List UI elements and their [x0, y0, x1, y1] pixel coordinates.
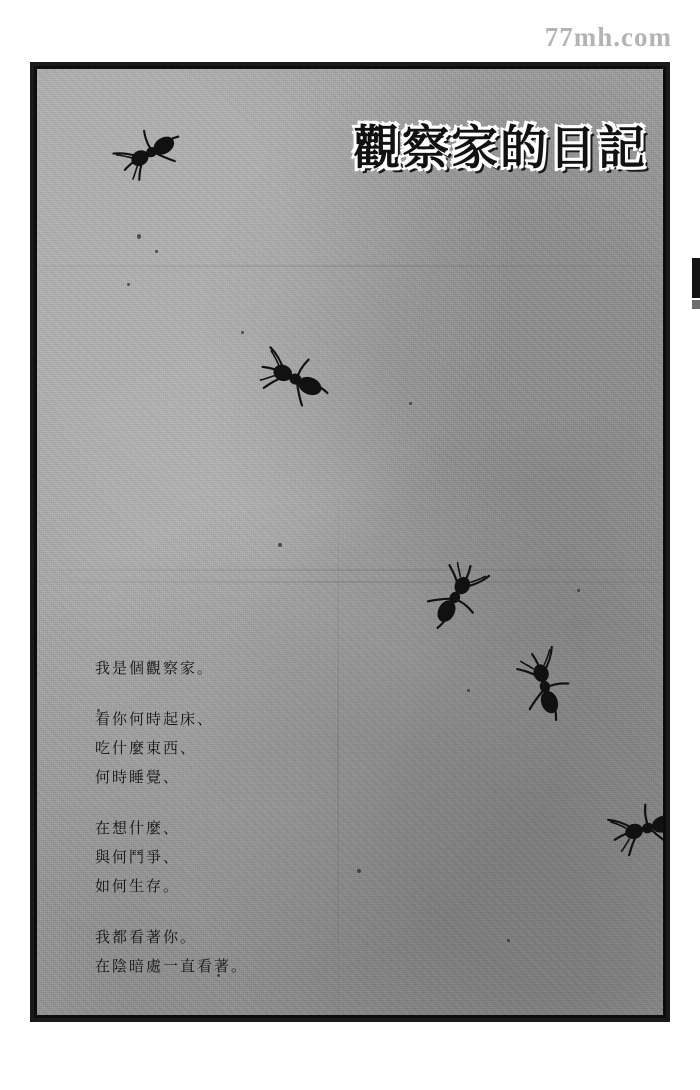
- comic-panel: [34, 66, 666, 1018]
- page-title: 觀察家的日記: [353, 121, 647, 176]
- caption-line: 看你何時起床、: [95, 710, 215, 728]
- comic-page: [30, 62, 670, 1022]
- speck: [127, 283, 130, 286]
- caption-stanza-1: [95, 654, 395, 683]
- caption-line: 我是個觀察家。: [95, 659, 215, 677]
- speck: [467, 689, 470, 692]
- speck: [507, 939, 510, 942]
- caption-line: 在想什麼、: [95, 819, 181, 837]
- caption-line: 在陰暗處一直看著。: [95, 957, 249, 975]
- speck: [241, 331, 244, 334]
- site-watermark: 77mh.com: [544, 22, 672, 52]
- speck: [409, 402, 412, 405]
- caption-line: 何時睡覺、: [95, 768, 181, 786]
- caption-line: 與何鬥爭、: [95, 848, 181, 866]
- speck: [278, 543, 282, 547]
- caption-stanza-4: [95, 923, 395, 981]
- wall-seam: [37, 569, 663, 571]
- caption-stanza-3: [95, 814, 395, 901]
- wall-seam: [37, 581, 663, 583]
- caption-text: [95, 654, 395, 1003]
- caption-line: 如何生存。: [95, 877, 181, 895]
- caption-line: 吃什麼東西、: [95, 739, 198, 757]
- speck: [155, 250, 158, 253]
- wall-seam: [37, 265, 663, 267]
- caption-stanza-2: [95, 705, 395, 792]
- speck: [137, 234, 141, 239]
- page-edge-artifact: [692, 300, 700, 309]
- page-edge-artifact: [692, 258, 700, 298]
- caption-line: 我都看著你。: [95, 928, 198, 946]
- speck: [577, 589, 580, 592]
